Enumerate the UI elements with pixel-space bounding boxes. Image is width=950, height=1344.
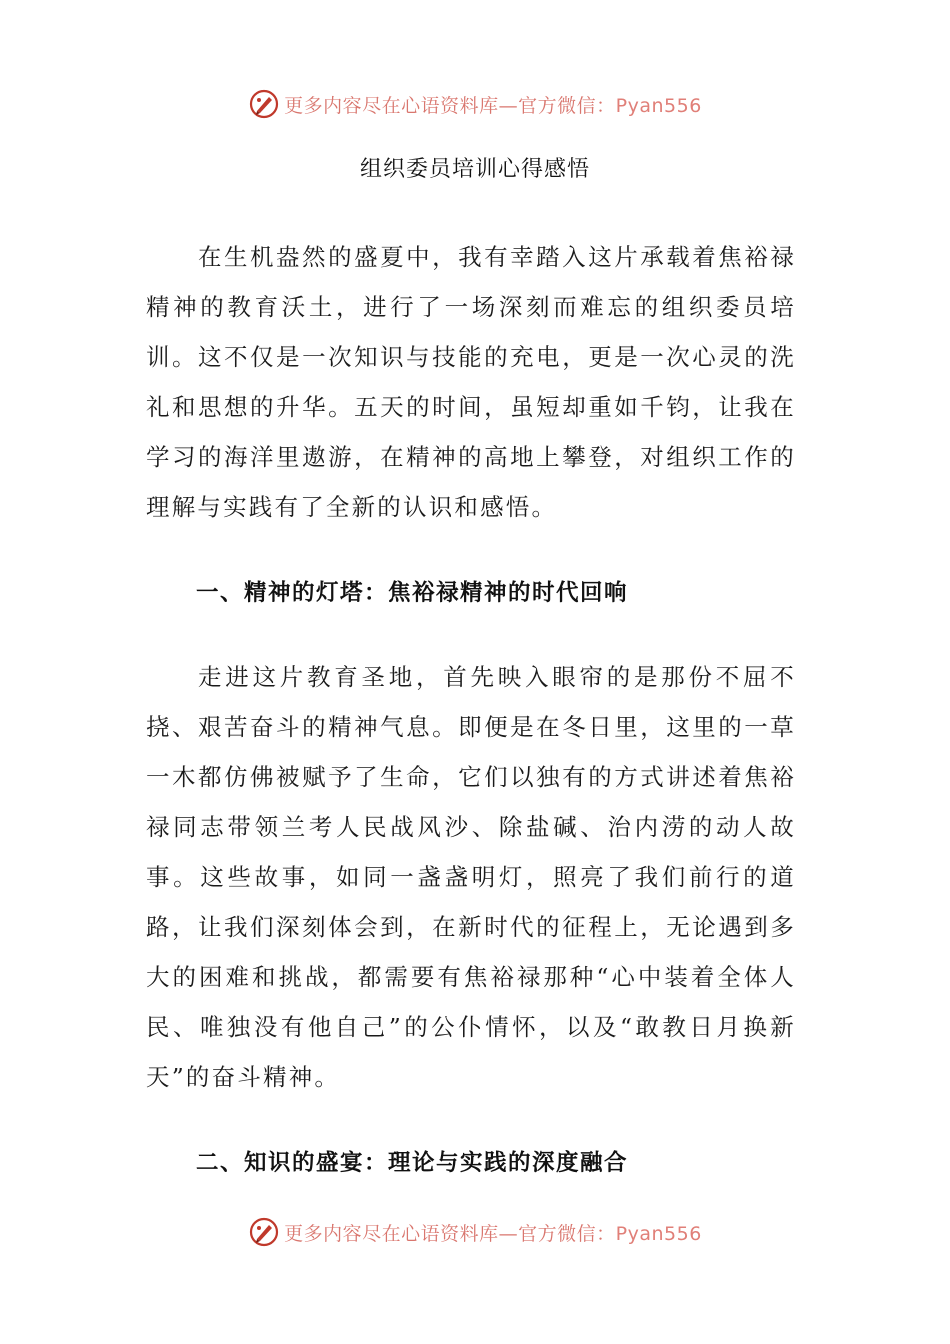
banner-slogan: 更多内容尽在心语资料库—官方微信：	[284, 1222, 616, 1245]
banner-slogan: 更多内容尽在心语资料库—官方微信：	[284, 94, 616, 117]
header-banner	[0, 84, 950, 124]
footer-banner	[0, 1212, 950, 1252]
paragraph-intro: 在生机盎然的盛夏中，我有幸踏入这片承载着焦裕禄精神的教育沃土，进行了一场深刻而难忘的组织委员培训。这不仅是一次知识与技能的充电，更是一次心灵的洗礼和思想的升华。五天的时间，虽短却重如千钧，让我在学习的海洋里遨游，在精神的高地上攀登，对组织工作的理解与实践有了全新的认识和感悟。	[146, 243, 796, 521]
document-title: 组织委员培训心得感悟	[359, 157, 590, 182]
pen-logo-icon	[248, 1216, 280, 1248]
banner-wechat-id: Pyan556	[615, 94, 702, 117]
pen-logo-icon	[248, 88, 280, 120]
banner-text	[284, 91, 702, 118]
section-heading-2: 二、知识的盛宴：理论与实践的深度融合	[196, 1150, 629, 1176]
banner-wechat-id: Pyan556	[615, 1222, 702, 1245]
section-heading-1: 一、精神的灯塔：焦裕禄精神的时代回响	[196, 580, 629, 606]
banner-text	[284, 1219, 702, 1246]
paragraph-section-1: 走进这片教育圣地，首先映入眼帘的是那份不屈不挠、艰苦奋斗的精神气息。即便是在冬日里，这里的一草一木都仿佛被赋予了生命，它们以独有的方式讲述着焦裕禄同志带领兰考人民战风沙、除盐碱、治内涝的动人故事。这些故事，如同一盏盏明灯，照亮了我们前行的道路，让我们深刻体会到，在新时代的征程上，无论遇到多大的困难和挑战，都需要有焦裕禄那种“心中装着全体人民、唯独没有他自己”的公仆情怀，以及“敢教日月换新天”的奋斗精神。	[146, 663, 796, 1091]
